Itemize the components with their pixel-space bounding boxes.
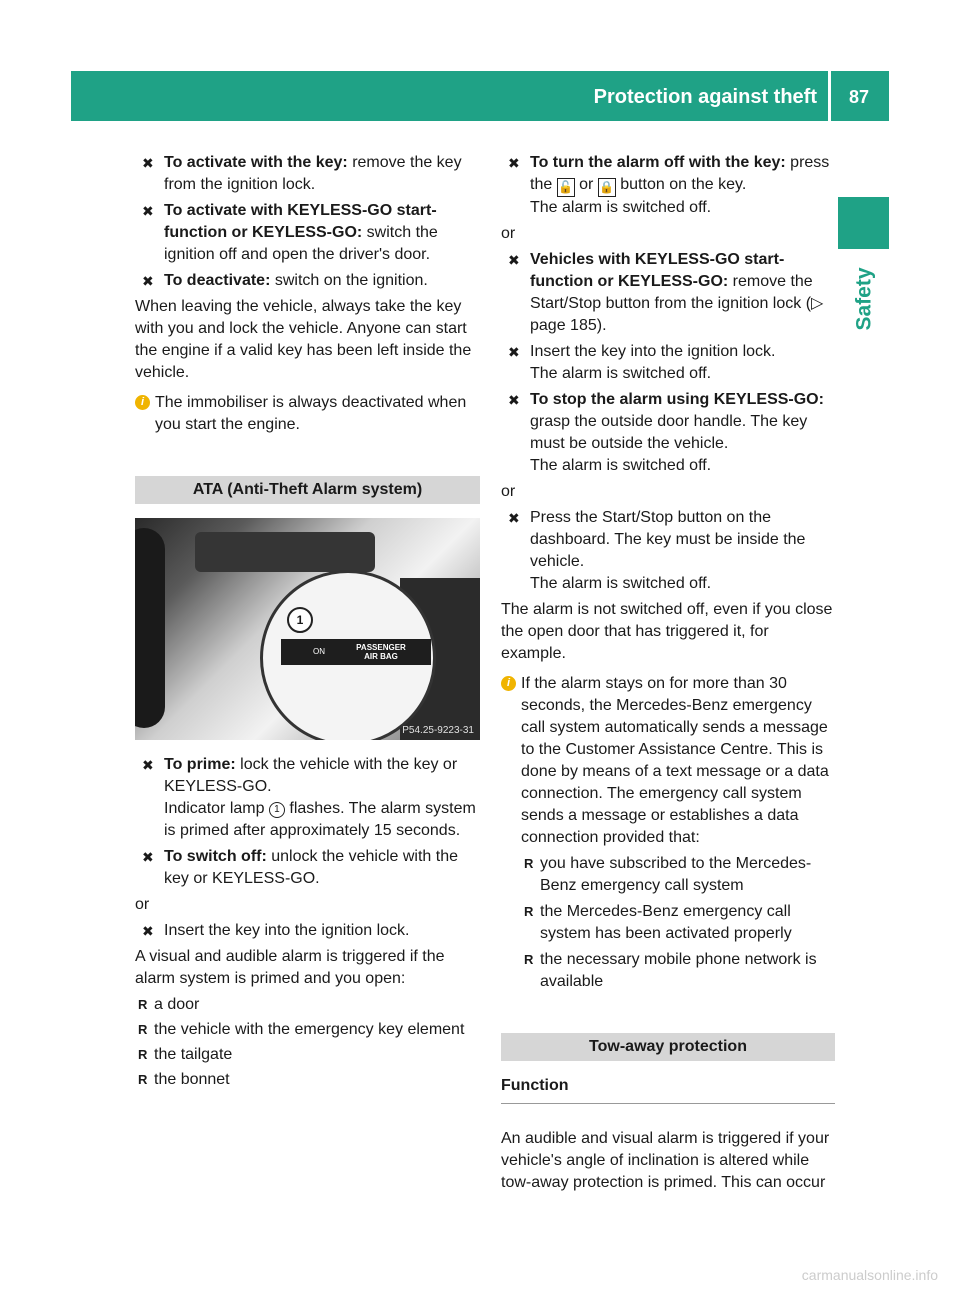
- step-result: The alarm is switched off.: [530, 365, 712, 382]
- list-item-text: the Mercedes-Benz emergency call system has been activated properly: [540, 903, 792, 942]
- list-item: [521, 901, 835, 945]
- instruction-step: [135, 846, 480, 890]
- instruction-step: [501, 341, 835, 385]
- step-text: switch the ignition off and open the driver's door.: [164, 224, 438, 263]
- step-arrow-icon: ✖: [508, 252, 520, 268]
- info-icon: i: [501, 676, 516, 691]
- paragraph: When leaving the vehicle, always take the key with you and lock the vehicle. Anyone can start the engine if a valid key has been left inside the vehicle.: [135, 298, 472, 381]
- step-result: The alarm is switched off.: [530, 575, 712, 592]
- step-arrow-icon: ✖: [142, 757, 154, 773]
- list-item: [135, 1069, 480, 1091]
- dashboard-console-shape: [195, 532, 375, 572]
- left-column: [135, 152, 480, 1094]
- step-arrow-icon: ✖: [142, 155, 154, 171]
- list-item-text: you have subscribed to the Mercedes-Benz emergency call system: [540, 855, 812, 894]
- section-tab-marker: [838, 197, 889, 249]
- note-bullet-list: [521, 853, 835, 993]
- section-tab-label: [843, 254, 887, 344]
- paragraph: An audible and visual alarm is triggered if your vehicle's angle of inclination is altered while tow-away protection is primed. This can occur: [501, 1130, 830, 1191]
- airbag-indicator-strip: [281, 639, 431, 665]
- list-item-text: the bonnet: [154, 1071, 230, 1088]
- strip-on-label: ON: [313, 647, 325, 656]
- steering-wheel-shape: [135, 528, 165, 728]
- section-tab-text: Safety: [853, 267, 876, 331]
- list-item: [521, 949, 835, 993]
- note-text: If the alarm stays on for more than 30 seconds, the Mercedes-Benz emergency call system automatically sends a message to the Customer Assistance Centre. This is done by means of a text message or a data connection. The emergency call system sends a message or establishes a data connection provided that:: [521, 675, 829, 846]
- step-arrow-icon: ✖: [508, 392, 520, 408]
- step-text: press the: [530, 154, 830, 193]
- step-arrow-icon: ✖: [508, 155, 520, 171]
- subheading: Function: [501, 1075, 835, 1104]
- step-text: remove the key from the ignition lock.: [164, 154, 462, 193]
- step-text: unlock the vehicle with the key or KEYLESS-GO.: [164, 848, 459, 887]
- step-text: lock the vehicle with the key or KEYLESS-GO.: [164, 756, 458, 795]
- step-detail: Indicator lamp: [164, 800, 269, 817]
- list-item-text: the tailgate: [154, 1046, 233, 1063]
- step-title: To stop the alarm using KEYLESS-GO:: [530, 391, 824, 408]
- step-title: To prime:: [164, 756, 236, 773]
- page-reference-arrow-icon: ▷: [811, 295, 824, 312]
- lock-key-icon: 🔒: [598, 178, 616, 197]
- info-icon: i: [135, 395, 150, 410]
- bullet-marker-icon: R: [524, 952, 534, 967]
- instruction-step: [135, 920, 480, 942]
- alarm-indicator-figure: [135, 518, 480, 740]
- instruction-step: [135, 152, 480, 196]
- step-text: Insert the key into the ignition lock.: [164, 922, 410, 939]
- bullet-marker-icon: R: [524, 904, 534, 919]
- step-detail: flashes. The alarm system is primed after approximately 15 seconds.: [164, 800, 476, 839]
- right-column: [501, 152, 835, 1198]
- instruction-step: [135, 270, 480, 292]
- header-divider: [828, 71, 831, 121]
- step-text: Press the Start/Stop button on the dashboard. The key must be inside the vehicle.: [530, 509, 806, 570]
- or-separator: or: [501, 225, 516, 242]
- watermark: carmanualsonline.info: [801, 1267, 938, 1283]
- bullet-list: [135, 994, 480, 1091]
- instruction-step: [135, 200, 480, 266]
- bullet-marker-icon: R: [138, 1072, 148, 1087]
- section-heading: Tow-away protection: [501, 1033, 835, 1061]
- list-item-text: a door: [154, 996, 200, 1013]
- step-title: To turn the alarm off with the key:: [530, 154, 786, 171]
- page-reference-link[interactable]: page 185).: [530, 317, 607, 334]
- step-title: To deactivate:: [164, 272, 271, 289]
- page-header: [71, 71, 889, 121]
- step-text: switch on the ignition.: [270, 272, 428, 289]
- instruction-step: [135, 754, 480, 842]
- list-item: [135, 994, 480, 1016]
- step-title: To switch off:: [164, 848, 267, 865]
- list-item: [521, 853, 835, 897]
- step-title: To activate with KEYLESS-GO start-function or KEYLESS-GO:: [164, 202, 437, 241]
- step-result: The alarm is switched off.: [530, 199, 712, 216]
- page-title: Protection against theft: [593, 86, 817, 108]
- instruction-step: [501, 389, 835, 477]
- info-note: [135, 392, 480, 436]
- step-text: remove the Start/Stop button from the ignition lock (: [530, 273, 813, 312]
- step-arrow-icon: ✖: [142, 273, 154, 289]
- list-item-text: the necessary mobile phone network is available: [540, 951, 817, 990]
- bullet-marker-icon: R: [524, 856, 534, 871]
- note-text: The immobiliser is always deactivated when you start the engine.: [155, 394, 467, 433]
- instruction-step: [501, 152, 835, 219]
- step-arrow-icon: ✖: [142, 849, 154, 865]
- step-title: To activate with the key:: [164, 154, 348, 171]
- unlock-key-icon: 🔓: [557, 178, 575, 197]
- list-item-text: the vehicle with the emergency key element: [154, 1021, 465, 1038]
- instruction-step: [501, 507, 835, 595]
- step-arrow-icon: ✖: [142, 923, 154, 939]
- step-arrow-icon: ✖: [508, 344, 520, 360]
- paragraph: The alarm is not switched off, even if you close the open door that has triggered it, for example.: [501, 601, 833, 662]
- step-text: button on the key.: [615, 176, 747, 193]
- callout-marker: 1: [287, 607, 313, 633]
- step-arrow-icon: ✖: [508, 510, 520, 526]
- zoom-inset: [260, 570, 436, 740]
- step-arrow-icon: ✖: [142, 203, 154, 219]
- list-item: [135, 1019, 480, 1041]
- list-item: [135, 1044, 480, 1066]
- bullet-marker-icon: R: [138, 1022, 148, 1037]
- strip-airbag-label: PASSENGER AIR BAG: [356, 643, 406, 661]
- page-number: 87: [848, 87, 870, 107]
- step-text: Insert the key into the ignition lock.: [530, 343, 776, 360]
- info-note: [501, 673, 835, 993]
- bullet-marker-icon: R: [138, 1047, 148, 1062]
- step-result: The alarm is switched off.: [530, 457, 712, 474]
- bullet-marker-icon: R: [138, 997, 148, 1012]
- step-text: or: [574, 176, 598, 193]
- or-separator: or: [135, 896, 150, 913]
- section-heading: ATA (Anti-Theft Alarm system): [135, 476, 480, 504]
- callout-marker: 1: [269, 802, 285, 818]
- instruction-step: [501, 249, 835, 337]
- figure-code: P54.25-9223-31: [402, 725, 474, 736]
- paragraph: A visual and audible alarm is triggered if the alarm system is primed and you open:: [135, 948, 445, 987]
- step-text: grasp the outside door handle. The key must be outside the vehicle.: [530, 413, 808, 452]
- or-separator: or: [501, 483, 516, 500]
- step-title: Vehicles with KEYLESS-GO start-function or KEYLESS-GO:: [530, 251, 785, 290]
